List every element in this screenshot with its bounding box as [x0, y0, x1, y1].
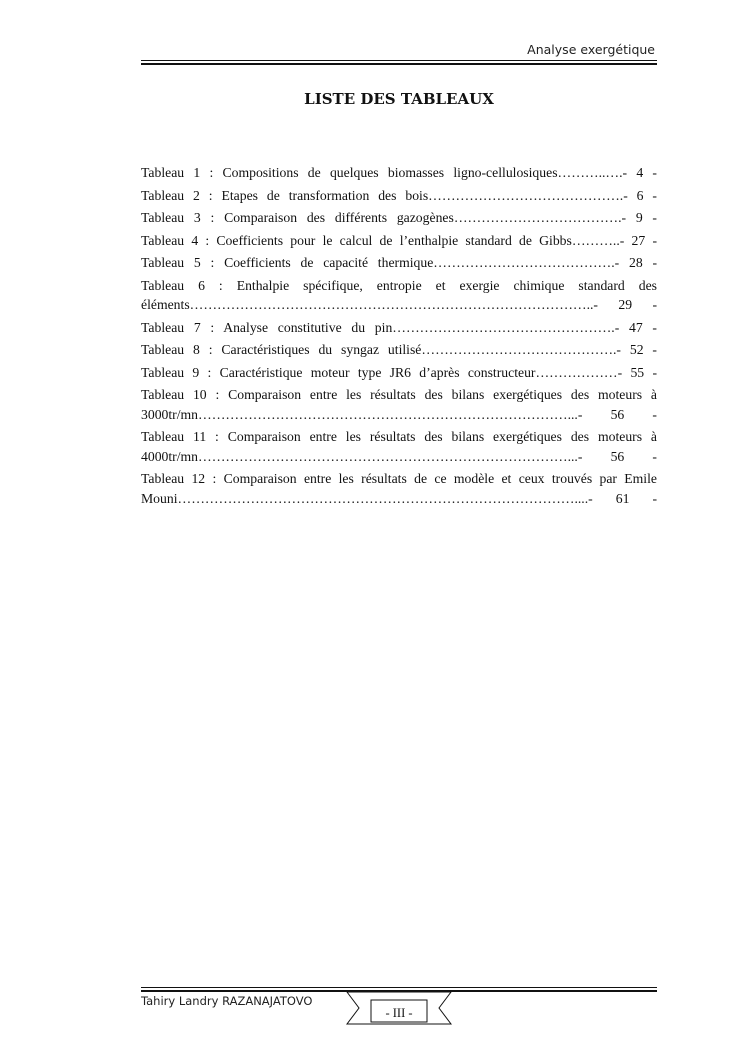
toc-entry-8[interactable]: Tableau 8 : Caractéristiques du syngaz utilisé…………………………………….- 52 -	[141, 342, 657, 357]
toc-entry-11[interactable]: Tableau 11 : Comparaison entre les résultats des bilans exergétiques des moteurs à 4000tr/mn………………………………………………………………………...- 56 -	[141, 429, 657, 464]
footer-author: Tahiry Landry RAZANAJATOVO	[141, 994, 313, 1008]
header-rule-thin	[141, 60, 657, 61]
toc-entry-9[interactable]: Tableau 9 : Caractéristique moteur type JR6 d’après constructeur………………- 55 -	[141, 364, 657, 380]
page-number: - III -	[385, 1006, 413, 1020]
header-rule-thick	[141, 63, 657, 65]
table-list	[141, 163, 657, 511]
running-header: Analyse exergétique	[527, 42, 655, 57]
page-title: LISTE DES TABLEAUX	[304, 90, 494, 108]
toc-entry-7[interactable]: Tableau 7 : Analyse constitutive du pin………………………………………….- 47 -	[141, 319, 657, 335]
toc-entry-6[interactable]: Tableau 6 : Enthalpie spécifique, entropie et exergie chimique standard des éléments……………………………………………………………………………..- 29 -	[141, 277, 657, 312]
toc-entry-10[interactable]: Tableau 10 : Comparaison entre les résultats des bilans exergétiques des moteurs à 3000tr/mn………………………………………………………………………...- 56 -	[141, 387, 657, 422]
toc-entry-12[interactable]: Tableau 12 : Comparaison entre les résultats de ce modèle et ceux trouvés par Emile Mouni……………………………………………………………………………....- 61 -	[141, 471, 657, 506]
toc-entry-1[interactable]: Tableau 1 : Compositions de quelques biomasses ligno-cellulosiques………..….- 4 -	[141, 165, 657, 180]
toc-entry-4[interactable]: Tableau 4 : Coefficients pour le calcul de l’enthalpie standard de Gibbs………..- 27 -	[141, 232, 657, 248]
toc-entry-2[interactable]: Tableau 2 : Etapes de transformation des bois…………………………………….- 6 -	[141, 187, 657, 203]
toc-entry-5[interactable]: Tableau 5 : Coefficients de capacité thermique………………………………….- 28 -	[141, 255, 657, 270]
toc-entry-3[interactable]: Tableau 3 : Comparaison des différents gazogènes……………………………….- 9 -	[141, 210, 657, 225]
footer-rule-thin	[141, 987, 657, 988]
